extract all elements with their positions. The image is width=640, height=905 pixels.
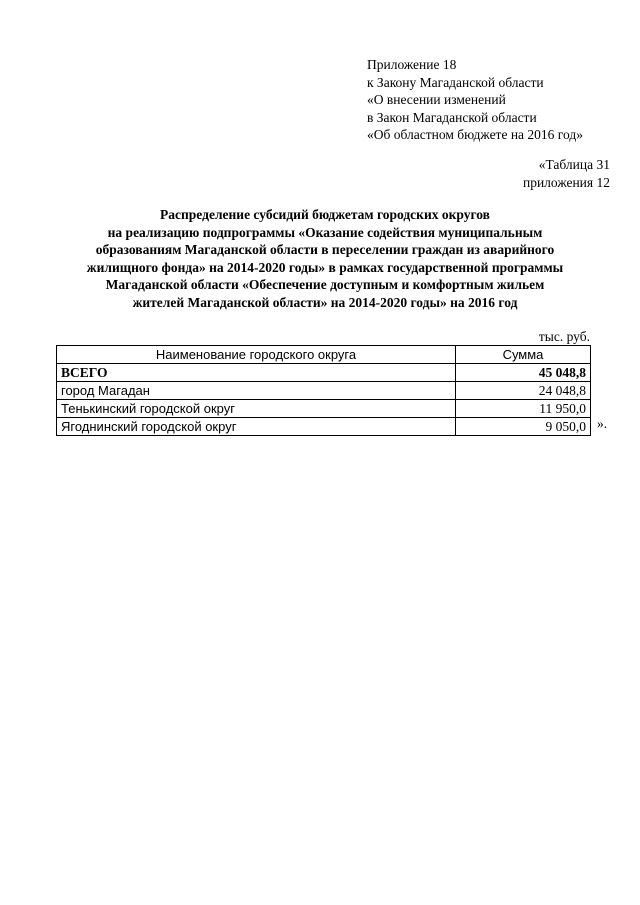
district-amount: 24 048,8 [456, 382, 591, 400]
units-label: тыс. руб. [538, 329, 590, 344]
table-reference-line: приложения 12 [522, 174, 610, 190]
appendix-header-line: в Закон Магаданской области [367, 109, 537, 125]
district-name: город Магадан [57, 382, 456, 400]
table-header-row [57, 346, 591, 364]
document-title-line: жилищного фонда» на 2014-2020 годы» в рамках государственной программы [86, 259, 564, 275]
district-amount: 9 050,0 [456, 418, 591, 436]
document-title-line: образованиям Магаданской области в переселении граждан из аварийного [95, 242, 555, 257]
appendix-header-line: «О внесении изменений [367, 92, 506, 107]
document-title-line: Распределение субсидий бюджетам городских округов [160, 207, 490, 222]
total-label: ВСЕГО [57, 364, 456, 382]
district-name: Ягоднинский городской округ [57, 418, 456, 436]
document-title-line: на реализацию подпрограммы «Оказание содействия муниципальным [107, 224, 543, 240]
subsidy-table [56, 345, 591, 436]
total-amount: 45 048,8 [456, 364, 591, 382]
appendix-header-line: «Об областном бюджете на 2016 год» [367, 127, 583, 142]
table-reference [523, 156, 610, 191]
appendix-header [367, 56, 627, 144]
document-title [50, 206, 600, 311]
district-amount: 11 950,0 [456, 400, 591, 418]
appendix-header-line: Приложение 18 [367, 57, 457, 72]
document-title-line: жителей Магаданской области» на 2014-2020 годы» на 2016 год [132, 294, 518, 310]
table-row-total [57, 364, 591, 382]
table-reference-line: «Таблица 31 [538, 157, 610, 172]
district-name: Тенькинский городской округ [57, 400, 456, 418]
closing-quote-mark: ». [597, 416, 608, 431]
document-title-line: Магаданской области «Обеспечение доступным и комфортным жильем [105, 277, 545, 292]
table-row [57, 382, 591, 400]
table-row [57, 400, 591, 418]
appendix-header-line: к Закону Магаданской области [367, 74, 544, 90]
column-header-name: Наименование городского округа [57, 346, 456, 364]
table-row [57, 418, 591, 436]
column-header-amount: Сумма [456, 346, 591, 364]
